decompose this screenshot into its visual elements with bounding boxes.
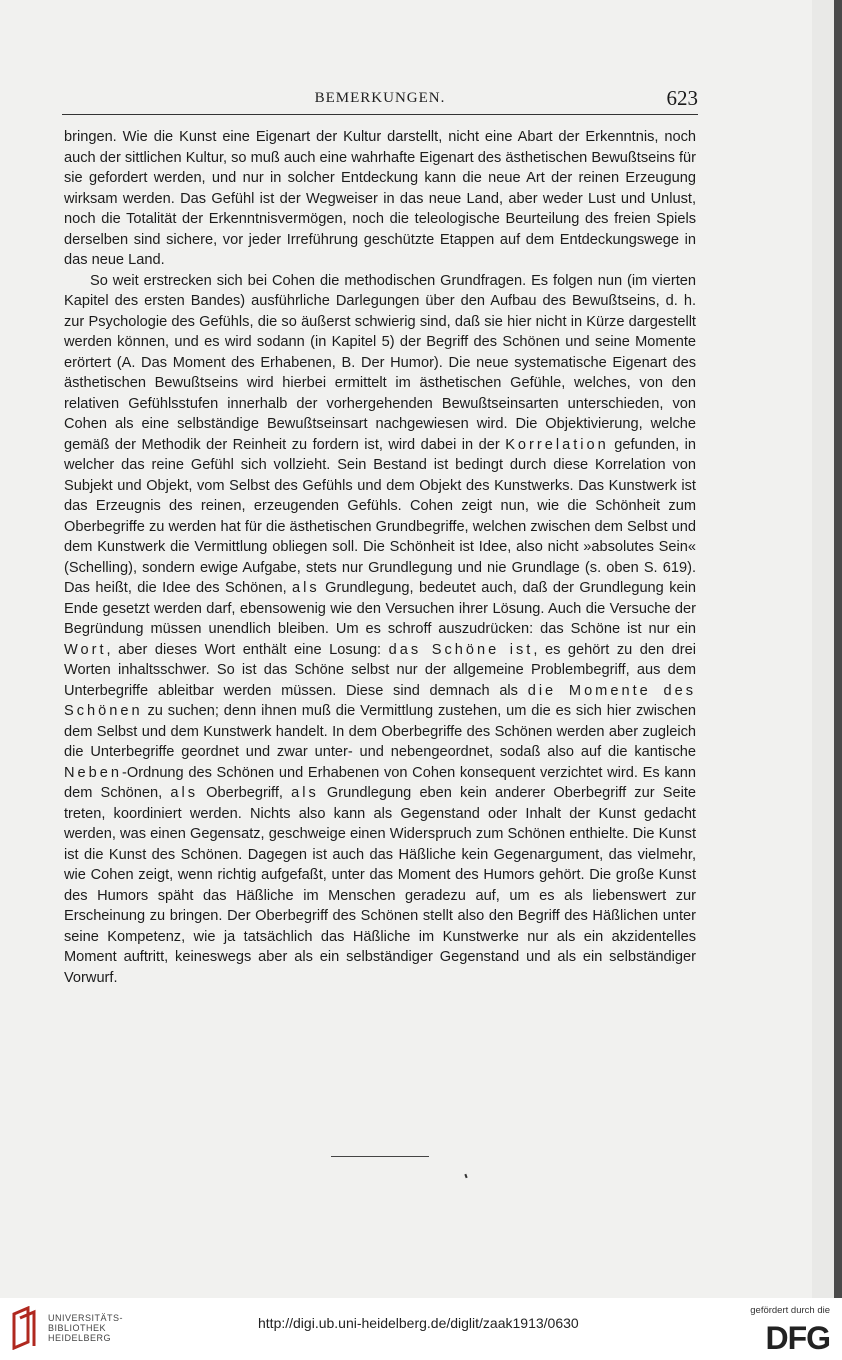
spaced-emphasis: als	[292, 580, 320, 596]
library-name	[48, 1313, 168, 1343]
body-text	[64, 127, 696, 988]
permalink-url[interactable]: http://digi.ub.uni-heidelberg.de/diglit/zaak1913/0630	[258, 1315, 579, 1331]
text-run: bringen. Wie die Kunst eine Eigenart der Kultur darstellt, nicht eine Abart der Erkenntnis, noch auch der sittlichen Kultur, so muß auch eine wahrhafte Eigenart des ästhetischen Bewußtseins für sie gefordert werden, und nur in solcher Entdeckung kann die neue Art der reinen Erzeugung wirksam werden. Das Gefühl ist der Wegweiser in das neue Land, aber weder Lust und Unlust, noch die Totalität der Erkenntnisvermögen, noch die teleologische Beurteilung des freien Spiels derselben sind sichere, vor jeder Irreführung geschützte Etappen auf dem Entdeckungswege in das neue Land.	[64, 129, 696, 268]
spaced-emphasis: die Momente des Schönen	[64, 682, 696, 719]
text-run: zu suchen; denn ihnen muß die Vermittlung zustehen, um die es sich hier zwischen dem Selbst und dem Kunstwerk handelt. In dem Oberbegriffe des Schönen werden aber zugleich die Unterbegriffe geordnet und zwar unter- und nebengeordnet, sodaß also auf die kantische	[64, 703, 696, 760]
footer-bar	[0, 1298, 842, 1360]
text-run: Grundlegung, bedeutet auch, daß der Grundlegung kein Ende gesetzt werden darf, ebensowenig wie den Versuchen ihrer Lösung. Auch die Versuche der Begründung müssen unendlich bleiben. Um es schroff auszudrücken: das Schöne ist nur ein	[64, 580, 696, 637]
library-name-line: HEIDELBERG	[48, 1333, 112, 1343]
paragraph	[64, 271, 696, 989]
page-number: 623	[666, 86, 698, 110]
paragraph	[64, 127, 696, 271]
library-name-line: BIBLIOTHEK	[48, 1323, 107, 1333]
text-run: , es gehört zu den drei Worten inhaltsschwer. So ist das Schöne selbst nur der allgemeine Problembegriff, aus dem Unterbegriffe ableitbar werden müssen. Diese sind demnach als	[64, 641, 696, 699]
spaced-emphasis: als	[170, 785, 199, 801]
spaced-emphasis: das Schöne ist	[388, 641, 534, 658]
library-name-line: UNIVERSITÄTS-	[48, 1313, 124, 1323]
text-run: -Ordnung des Schönen und Erhabenen von Cohen konsequent verzichtet wird. Es kann dem Schönen,	[64, 764, 696, 801]
spaced-emphasis: als	[291, 785, 319, 801]
end-rule	[331, 1156, 429, 1157]
spaced-emphasis: Korrelation	[505, 436, 609, 453]
text-run: So weit erstrecken sich bei Cohen die methodischen Grundfragen. Es folgen nun (im vierten Kapitel des ersten Bandes) ausführliche Darlegungen über den Aufbau des Bewußtseins, d. h. zur Psychologie des Gefühls, die so äußerst schwierig sind, daß sie hier nicht in Kürze dargestellt werden können, und es wird sodann (in Kapitel 5) der Begriff des Schönen und seine Momente erörtert (A. Das Moment des Erhabenen, B. Der Humor). Die neue systematische Eigenart des ästhetischen Bewußtseins wird hierbei ermittelt im ästhetischen Gefühle, welches, von den relativen Gefühlsstufen innerhalb der vorhergehenden Bewußtseinsarten unterschieden, von Cohen als eine selbständige Bewußtseinsart nachgewiesen wird. Die Objektivierung, welche gemäß der Methodik der Reinheit zu fordern ist, wird dabei in der	[64, 272, 696, 453]
text-run: gefunden, in welcher das reine Gefühl sich vollzieht. Sein Bestand ist bedingt durch diese Korrelation von Subjekt und Objekt, vom Selbst des Gefühls und dem Objekt des Kunstwerks. Das Kunstwerk ist das Erzeugnis des reinen, erzeugenden Gefühls. Cohen zeigt nun, wie die Schönheit zum Oberbegriffe zu werden hat für die ästhetischen Grundbegriffe, welchen zwischen dem Selbst und dem Kunstwerk die Vermittlung obliegen soll. Die Schönheit ist Idee, also nicht »absolutes Sein« (Schelling), sondern ewige Aufgabe, stets nur Grundlegung und nie Grundlage (s. oben S. 619). Das heißt, die Idee des Schönen,	[64, 436, 696, 596]
dfg-logo[interactable]: DFG	[765, 1320, 830, 1356]
running-head	[62, 88, 698, 115]
running-head-title: BEMERKUNGEN.	[314, 90, 446, 106]
text-run: Grundlegung eben kein anderer Oberbegriff zur Seite treten, koordiniert werden. Nichts also kann als Gegenstand oder Inhalt der Kunst gedacht werden, was einen Gegensatz, geschweige einen Widerspruch zum Schönen enthielte. Die Kunst ist die Kunst des Schönen. Dagegen ist auch das Häßliche kein Gegenargument, das vielmehr, wie Cohen zeigt, wenn richtig aufgefaßt, unter das Moment des Humors gehört. Die große Kunst des Humors späht das Häßliche im Menschen geradezu auf, um es als liebenswert zur Erscheinung zu bringen. Der Oberbegriff des Schönen stellt also den Begriff des Häßlichen unter seine Kompetenz, wie ja tatsächlich das Häßliche im Kunstwerke nur als ein akzidentelles Moment auftritt, keineswegs aber als ein selbständiger Gegenstand und als ein selbständiger Vorwurf.	[64, 785, 696, 986]
text-run: Oberbegriff,	[198, 785, 292, 801]
spaced-emphasis: Neben	[64, 764, 123, 781]
funding-note: gefördert durch die	[750, 1305, 830, 1316]
spaced-emphasis: Wort	[64, 641, 107, 658]
print-speck	[464, 1174, 467, 1178]
library-logo-icon[interactable]	[8, 1306, 42, 1350]
text-run: , aber dieses Wort enthält eine Losung:	[106, 641, 389, 658]
